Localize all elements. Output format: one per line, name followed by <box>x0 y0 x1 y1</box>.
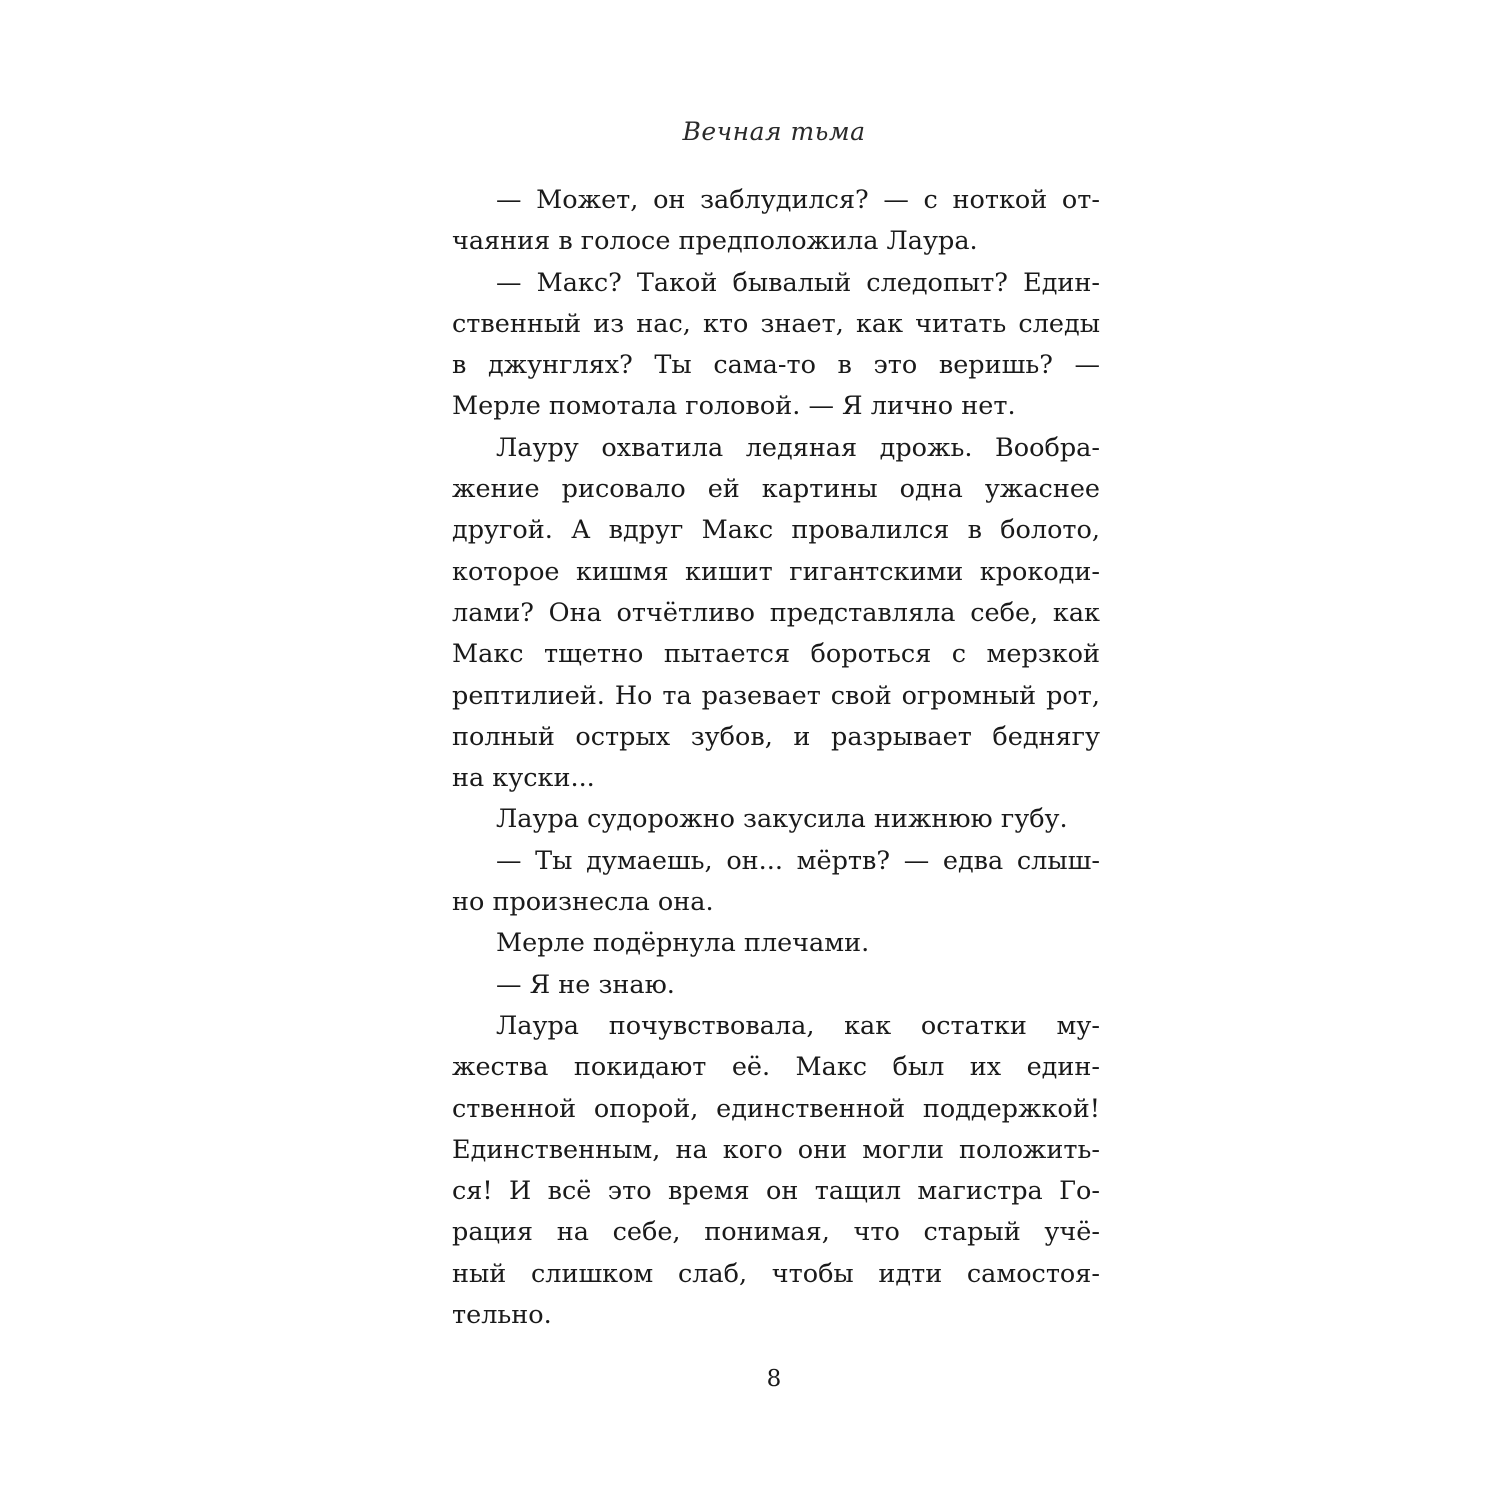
text-line: чаяния в голосе предположила Лаура. <box>452 226 978 257</box>
text-line: Макс тщетно пытается бороться с мерзкой <box>452 639 1100 670</box>
text-line: другой. А вдруг Макс провалился в болото, <box>452 515 1100 546</box>
text-line: тельно. <box>452 1300 552 1331</box>
text-line: — Макс? Такой бывалый следопыт? Един- <box>496 267 1100 298</box>
body-text <box>452 180 1100 1336</box>
text-line: рептилией. Но та разевает свой огромный рот, <box>452 680 1100 711</box>
running-head: Вечная тьма <box>682 117 866 146</box>
text-line: полный острых зубов, и разрывает беднягу <box>452 721 1100 752</box>
text-line: на куски... <box>452 763 595 794</box>
text-line: жества покидают её. Макс был их един- <box>452 1052 1100 1083</box>
text-line: ственной опорой, единственной поддержкой! <box>452 1093 1100 1124</box>
text-line: лами? Она отчётливо представляла себе, как <box>452 597 1100 628</box>
text-line: в джунглях? Ты сама-то в это веришь? — <box>452 350 1100 381</box>
text-line: рация на себе, понимая, что старый учё- <box>452 1217 1100 1248</box>
text-line: ся! И всё это время он тащил магистра Го- <box>452 1176 1100 1207</box>
text-line: — Я не знаю. <box>496 969 675 1000</box>
text-line: — Ты думаешь, он... мёртв? — едва слыш- <box>496 845 1100 876</box>
text-line: Лауру охватила ледяная дрожь. Вообра- <box>496 432 1100 463</box>
text-line: которое кишмя кишит гигантскими крокоди- <box>452 556 1100 587</box>
text-line: жение рисовало ей картины одна ужаснее <box>452 474 1100 505</box>
text-line: но произнесла она. <box>452 887 714 918</box>
text-line: — Может, он заблудился? — с ноткой от- <box>496 185 1100 215</box>
text-line: Лаура почувствовала, как остатки му- <box>496 1010 1100 1041</box>
text-line: Единственным, на кого они могли положить- <box>452 1134 1100 1165</box>
text-line: Мерле помотала головой. — Я лично нет. <box>452 391 1016 422</box>
text-line: Лаура судорожно закусила нижнюю губу. <box>496 804 1068 835</box>
text-line: ный слишком слаб, чтобы идти самостоя- <box>452 1258 1100 1289</box>
page-number: 8 <box>766 1366 782 1392</box>
text-line: Мерле подёрнула плечами. <box>496 928 870 959</box>
text-line: ственный из нас, кто знает, как читать следы <box>452 308 1100 339</box>
